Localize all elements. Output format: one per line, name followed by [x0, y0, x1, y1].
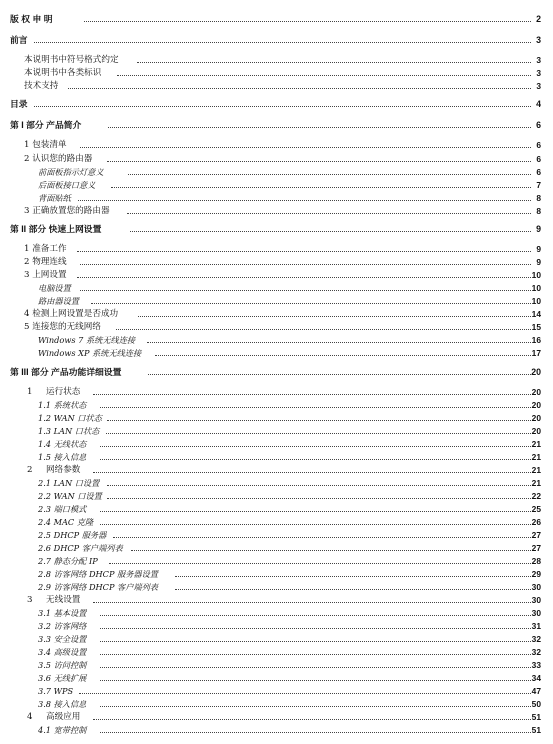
toc-entry[interactable] — [0, 672, 553, 685]
toc-entry[interactable] — [0, 179, 553, 192]
toc-page-number: 10 — [531, 296, 541, 306]
toc-entry-title: 1.2 WAN 口状态 — [38, 413, 102, 423]
toc-page-number: 14 — [531, 309, 541, 319]
toc-entry[interactable] — [0, 269, 553, 282]
toc-leader-dots — [107, 485, 531, 486]
toc-entry[interactable] — [0, 205, 553, 218]
toc-page-number: 50 — [531, 699, 541, 709]
toc-leader-dots — [80, 290, 531, 291]
toc-entry[interactable] — [0, 13, 553, 26]
toc-entry-title: 2.3 端口模式 — [38, 504, 87, 514]
toc-entry-title: 本说明书中各类标识 — [24, 68, 102, 78]
toc-entry[interactable] — [0, 34, 553, 47]
toc-entry-title: 电脑设置 — [38, 283, 71, 293]
toc-page-number: 30 — [531, 582, 541, 592]
toc-leader-dots — [107, 420, 531, 421]
toc-page-number: 21 — [531, 478, 541, 488]
toc-entry-title: 前面板指示灯意义 — [38, 167, 104, 177]
toc-leader-dots — [116, 329, 531, 330]
toc-entry-title: 3.4 高级设置 — [38, 647, 87, 657]
toc-entry[interactable] — [0, 438, 553, 451]
toc-leader-dots — [100, 680, 531, 681]
toc-leader-dots — [131, 550, 531, 551]
toc-entry-title: 后面板接口意义 — [38, 180, 96, 190]
toc-page-number: 20 — [531, 413, 541, 423]
toc-entry[interactable] — [0, 192, 553, 205]
toc-entry-title: 版 权 申 明 — [10, 14, 53, 24]
toc-leader-dots — [78, 200, 531, 201]
toc-page-number: 10 — [531, 270, 541, 280]
toc-leader-dots — [113, 537, 531, 538]
toc-leader-dots — [100, 407, 531, 408]
toc-page-number: 27 — [531, 530, 541, 540]
toc-leader-dots — [128, 174, 531, 175]
toc-entry[interactable] — [0, 594, 553, 607]
toc-entry-title: 3.5 访问控制 — [38, 660, 87, 670]
toc-entry-title: 3 上网设置 — [24, 270, 67, 280]
toc-entry[interactable] — [0, 646, 553, 659]
toc-leader-dots — [77, 251, 531, 252]
toc-entry[interactable] — [0, 334, 553, 347]
toc-entry-number: 2 — [27, 465, 33, 475]
toc-entry-title: 2 认识您的路由器 — [24, 154, 93, 164]
toc-page-number: 32 — [531, 634, 541, 644]
toc-entry[interactable] — [0, 412, 553, 425]
toc-entry-title: 3.1 基本设置 — [38, 608, 87, 618]
toc-leader-dots — [127, 213, 531, 214]
toc-leader-dots — [106, 433, 531, 434]
toc-entry-title: 第 I 部分 产品简介 — [10, 120, 82, 130]
toc-leader-dots — [175, 576, 531, 577]
toc-entry-title: 4 检测上网设置是否成功 — [24, 309, 119, 319]
toc-page-number: 9 — [536, 257, 541, 267]
toc-entry[interactable] — [0, 607, 553, 620]
toc-leader-dots — [147, 342, 531, 343]
toc-leader-dots — [79, 693, 531, 694]
toc-leader-dots — [100, 641, 531, 642]
toc-page-number: 9 — [536, 244, 541, 254]
toc-entry-title: 第 II 部分 快速上网设置 — [10, 224, 102, 234]
toc-page-number: 26 — [531, 517, 541, 527]
toc-page-number: 34 — [531, 673, 541, 683]
toc-entry[interactable] — [0, 386, 553, 399]
toc-entry[interactable] — [0, 503, 553, 516]
toc-page-number: 20 — [531, 400, 541, 410]
toc-entry[interactable] — [0, 98, 553, 111]
toc-entry[interactable] — [0, 555, 553, 568]
toc-entry-title: 2 物理连线 — [24, 257, 67, 267]
toc-page-number: 31 — [531, 621, 541, 631]
toc-entry[interactable] — [0, 139, 553, 152]
toc-entry-title: 3.2 访客网络 — [38, 621, 87, 631]
toc-leader-dots — [68, 88, 531, 89]
toc-entry-number: 4 — [27, 712, 33, 722]
toc-leader-dots — [100, 628, 531, 629]
toc-leader-dots — [100, 667, 531, 668]
toc-entry[interactable] — [0, 399, 553, 412]
toc-entry-title: Windows 7 系统无线连接 — [38, 335, 136, 345]
toc-page-number: 8 — [536, 206, 541, 216]
toc-entry-title: 2.7 静态分配 IP — [38, 556, 98, 566]
toc-leader-dots — [109, 563, 531, 564]
toc-entry[interactable] — [0, 223, 553, 236]
toc-entry-number: 3 — [27, 595, 33, 605]
toc-entry-title: 第 III 部分 产品功能详细设置 — [10, 367, 122, 377]
toc-entry-title: 前言 — [10, 35, 28, 45]
toc-page-number: 22 — [531, 491, 541, 501]
toc-entry-title: 3.8 接入信息 — [38, 699, 87, 709]
toc-entry-title: 2.2 WAN 口设置 — [38, 491, 102, 501]
toc-entry-title: 本说明书中符号格式约定 — [24, 55, 119, 65]
toc-leader-dots — [138, 316, 531, 317]
toc-page-number: 30 — [531, 595, 541, 605]
toc-page-number: 51 — [531, 712, 541, 722]
toc-page-number: 21 — [531, 465, 541, 475]
toc-page-number: 21 — [531, 452, 541, 462]
toc-entry[interactable] — [0, 153, 553, 166]
toc-entry[interactable] — [0, 529, 553, 542]
toc-page-number: 21 — [531, 439, 541, 449]
toc-page-number: 7 — [536, 180, 541, 190]
toc-page-number: 47 — [531, 686, 541, 696]
toc-entry[interactable] — [0, 477, 553, 490]
toc-leader-dots — [148, 374, 531, 375]
toc-leader-dots — [100, 459, 531, 460]
toc-entry-title: 路由器设置 — [38, 296, 79, 306]
toc-page-number: 10 — [531, 283, 541, 293]
toc-leader-dots — [93, 602, 531, 603]
toc-entry[interactable] — [0, 366, 553, 379]
toc-page-number: 29 — [531, 569, 541, 579]
toc-entry-title: 背面贴纸 — [38, 193, 71, 203]
toc-leader-dots — [117, 75, 531, 76]
toc-leader-dots — [100, 654, 531, 655]
toc-entry-title: 网络参数 — [46, 465, 81, 475]
toc-leader-dots — [80, 264, 531, 265]
toc-entry-title: 2.6 DHCP 客户端列表 — [38, 543, 123, 553]
toc-page-number: 25 — [531, 504, 541, 514]
toc-entry[interactable] — [0, 80, 553, 93]
toc-page-number: 28 — [531, 556, 541, 566]
toc-leader-dots — [93, 719, 531, 720]
toc-entry-title: 1 包装清单 — [24, 140, 67, 150]
toc-leader-dots — [91, 303, 531, 304]
toc-entry[interactable] — [0, 698, 553, 711]
toc-entry[interactable] — [0, 425, 553, 438]
toc-page-number: 30 — [531, 608, 541, 618]
toc-entry[interactable] — [0, 659, 553, 672]
toc-leader-dots — [100, 511, 531, 512]
toc-entry[interactable] — [0, 308, 553, 321]
toc-leader-dots — [111, 187, 531, 188]
toc-page-number: 20 — [531, 387, 541, 397]
toc-entry[interactable] — [0, 490, 553, 503]
toc-page-number: 3 — [536, 81, 541, 91]
toc-entry-title: 1.4 无线状态 — [38, 439, 87, 449]
toc-leader-dots — [137, 62, 531, 63]
toc-entry[interactable] — [0, 256, 553, 269]
toc-entry[interactable] — [0, 282, 553, 295]
toc-entry[interactable] — [0, 347, 553, 360]
toc-page-number: 3 — [536, 55, 541, 65]
toc-page-number: 6 — [536, 120, 541, 130]
toc-leader-dots — [93, 472, 531, 473]
toc-leader-dots — [77, 277, 531, 278]
toc-entry[interactable] — [0, 711, 553, 724]
toc-entry-title: 1.1 系统状态 — [38, 400, 87, 410]
toc-leader-dots — [108, 127, 531, 128]
toc-entry[interactable] — [0, 724, 553, 737]
toc-entry-title: 技术支持 — [24, 81, 59, 91]
toc-entry[interactable] — [0, 54, 553, 67]
toc-entry-title: 2.5 DHCP 服务器 — [38, 530, 107, 540]
toc-entry[interactable] — [0, 581, 553, 594]
toc-page-number: 3 — [536, 35, 541, 45]
toc-leader-dots — [100, 446, 531, 447]
toc-leader-dots — [100, 732, 531, 733]
toc-entry-title: 无线设置 — [46, 595, 81, 605]
toc-page-number: 16 — [531, 335, 541, 345]
toc-entry-title: 1.5 接入信息 — [38, 452, 87, 462]
toc-page-number: 33 — [531, 660, 541, 670]
toc-entry[interactable] — [0, 243, 553, 256]
toc-entry-title: 2.4 MAC 克隆 — [38, 517, 94, 527]
toc-entry-title: 5 连接您的无线网络 — [24, 322, 101, 332]
toc-leader-dots — [34, 42, 531, 43]
toc-leader-dots — [100, 524, 531, 525]
toc-page-number: 17 — [531, 348, 541, 358]
toc-entry-title: 1 准备工作 — [24, 244, 67, 254]
toc-leader-dots — [34, 106, 531, 107]
toc-entry[interactable] — [0, 620, 553, 633]
toc-leader-dots — [80, 147, 531, 148]
toc-leader-dots — [155, 355, 531, 356]
toc-entry[interactable] — [0, 516, 553, 529]
toc-page-number: 3 — [536, 68, 541, 78]
toc-entry-title: 3 正确放置您的路由器 — [24, 206, 110, 216]
toc-entry[interactable] — [0, 119, 553, 132]
toc-entry-title: 1.3 LAN 口状态 — [38, 426, 100, 436]
toc-leader-dots — [107, 498, 531, 499]
toc-page-number: 9 — [536, 224, 541, 234]
toc-entry[interactable] — [0, 67, 553, 80]
toc-leader-dots — [100, 615, 531, 616]
toc-page-number: 4 — [536, 99, 541, 109]
toc-entry-title: 运行状态 — [46, 387, 81, 397]
toc-entry[interactable] — [0, 685, 553, 698]
toc-entry[interactable] — [0, 568, 553, 581]
toc-entry[interactable] — [0, 321, 553, 334]
toc-entry[interactable] — [0, 542, 553, 555]
toc-entry-title: 2.1 LAN 口设置 — [38, 478, 100, 488]
toc-page-number: 6 — [536, 167, 541, 177]
toc-leader-dots — [93, 394, 531, 395]
toc-entry-title: 3.6 无线扩展 — [38, 673, 87, 683]
toc-leader-dots — [130, 231, 531, 232]
toc-leader-dots — [84, 21, 531, 22]
toc-page-number: 51 — [531, 725, 541, 735]
toc-entry[interactable] — [0, 633, 553, 646]
toc-entry-title: 目录 — [10, 99, 28, 109]
toc-entry-title: 4.1 宽带控制 — [38, 725, 87, 735]
toc-entry[interactable] — [0, 166, 553, 179]
toc-entry-title: Windows XP 系统无线连接 — [38, 348, 142, 358]
toc-page-number: 20 — [531, 367, 541, 377]
toc-page-number: 32 — [531, 647, 541, 657]
toc-entry-title: 3.3 安全设置 — [38, 634, 87, 644]
toc-page-number: 20 — [531, 426, 541, 436]
toc-entry-title: 高级应用 — [46, 712, 81, 722]
toc-leader-dots — [175, 589, 531, 590]
toc-leader-dots — [100, 706, 531, 707]
toc-entry-title: 2.8 访客网络 DHCP 服务器设置 — [38, 569, 158, 579]
toc-page-number: 15 — [531, 322, 541, 332]
toc-page-number: 8 — [536, 193, 541, 203]
toc-page-number: 27 — [531, 543, 541, 553]
toc-entry[interactable] — [0, 451, 553, 464]
toc-entry-title: 3.7 WPS — [38, 686, 74, 696]
toc-page-number: 2 — [536, 14, 541, 24]
toc-entry-number: 1 — [27, 387, 33, 397]
toc-page-number: 6 — [536, 140, 541, 150]
toc-page-number: 6 — [536, 154, 541, 164]
toc-entry-title: 2.9 访客网络 DHCP 客户端列表 — [38, 582, 158, 592]
toc-entry[interactable] — [0, 295, 553, 308]
toc-entry[interactable] — [0, 464, 553, 477]
toc-leader-dots — [107, 161, 531, 162]
